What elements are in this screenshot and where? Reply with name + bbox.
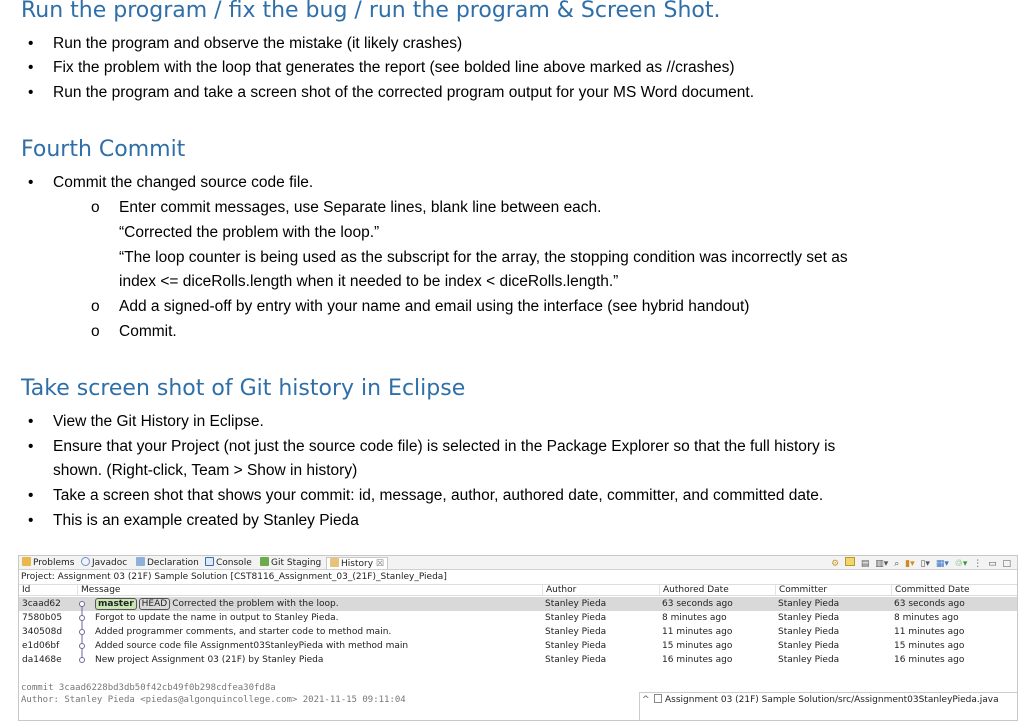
tab-javadoc[interactable]: Javadoc — [81, 557, 127, 569]
column-header-committer[interactable]: Committer — [775, 585, 827, 596]
tab-declaration[interactable]: Declaration — [136, 557, 199, 569]
link-icon[interactable]: ⚙ — [831, 559, 840, 569]
minimize-icon[interactable]: ▭ — [988, 559, 997, 569]
commit-graph-node-icon — [77, 611, 87, 625]
changed-file-item[interactable]: Assignment 03 (21F) Sample Solution/src/Assignment03StanleyPieda.java — [654, 693, 999, 707]
table-row[interactable]: da1468e New project Assignment 03 (21F) by Stanley Pieda Stanley Pieda 16 minutes ago Stanley Pieda 16 minutes ago — [22, 655, 965, 665]
history-icon — [330, 558, 339, 567]
close-icon[interactable]: ☒ — [375, 559, 384, 569]
commit-id-line: commit 3caad6228bd3db50f42cb49f0b298cdfea30fd8a — [21, 683, 276, 693]
commit-graph-node-icon — [77, 625, 87, 639]
view-tab-bar — [19, 556, 1017, 570]
menu-icon[interactable]: ⋮ — [973, 559, 983, 569]
table-row[interactable]: 3caad62 master HEAD Corrected the problem with the loop. Stanley Pieda 63 seconds ago Stanley Pieda 63 seconds ago — [19, 597, 1017, 611]
maximize-icon[interactable]: □ — [1002, 559, 1011, 569]
section-heading-run-program: Run the program / fix the bug / run the program & Screen Shot. — [21, 0, 721, 23]
project-line: Project: Assignment 03 (21F) Sample Solution [CST8116_Assignment_03_(21F)_Stanley_Pieda] — [21, 572, 447, 582]
quote-line: index <= diceRolls.length when it needed to be index < diceRolls.length.” — [119, 273, 619, 290]
quote-line: “Corrected the problem with the loop.” — [119, 224, 380, 241]
table-header — [19, 584, 1017, 596]
java-file-icon — [654, 694, 662, 703]
commit-graph-node-icon — [77, 597, 87, 611]
changed-files-pane — [639, 692, 1017, 720]
list-item-continuation: shown. (Right-click, Team > Show in history) — [53, 462, 358, 479]
tab-history[interactable]: History ☒ — [326, 557, 388, 569]
show-icon[interactable]: ▯▾ — [920, 559, 930, 569]
commit-graph-node-icon — [77, 653, 87, 667]
column-header-author[interactable]: Author — [542, 585, 576, 596]
column-header-authored-date[interactable]: Authored Date — [659, 585, 729, 596]
problems-icon — [22, 557, 31, 566]
branch-badge: master — [95, 598, 137, 610]
view-toolbar — [828, 557, 1011, 569]
console-icon — [205, 557, 214, 566]
scroll-up-icon[interactable]: ^ — [642, 695, 650, 705]
chart-icon[interactable]: ▥▾ — [875, 559, 889, 569]
tab-console[interactable]: Console — [205, 557, 252, 569]
column-header-id[interactable]: Id — [22, 585, 31, 595]
table-row[interactable]: e1d06bf Added source code file Assignment03StanleyPieda with method main Stanley Pieda 15 minutes ago Stanley Pieda 15 minutes ago — [22, 641, 965, 651]
column-header-message[interactable]: Message — [77, 585, 120, 596]
compare-icon[interactable]: ▤ — [860, 559, 870, 569]
commit-detail-text[interactable] — [21, 682, 406, 706]
search-icon[interactable]: ⌕ — [894, 559, 900, 569]
declaration-icon — [136, 557, 145, 566]
javadoc-icon — [81, 557, 90, 566]
branch-filter-icon[interactable]: ▮▾ — [905, 559, 915, 569]
table-row[interactable]: 340508d Added programmer comments, and starter code to method main. Stanley Pieda 11 minutes ago Stanley Pieda 11 minutes ago — [22, 627, 965, 637]
layout-icon[interactable]: ▦▾ — [935, 559, 949, 569]
eclipse-history-view — [18, 555, 1018, 721]
commit-author-line: Author: Stanley Pieda <piedas@algonquincollege.com> 2021-11-15 09:11:04 — [21, 695, 406, 705]
head-badge: HEAD — [139, 598, 171, 610]
column-header-committed-date[interactable]: Committed Date — [891, 585, 970, 596]
refresh-icon[interactable]: ♲▾ — [954, 559, 968, 569]
commit-graph-node-icon — [77, 639, 87, 653]
quote-line: “The loop counter is being used as the subscript for the array, the stopping condition was incorrectly set as — [119, 249, 848, 266]
section-heading-fourth-commit: Fourth Commit — [21, 137, 186, 162]
tab-problems[interactable]: Problems — [22, 557, 74, 569]
section-heading-git-history: Take screen shot of Git history in Eclipse — [21, 376, 466, 401]
filter-icon[interactable] — [845, 557, 855, 566]
git-staging-icon — [260, 557, 269, 566]
table-row[interactable]: 7580b05 Forgot to update the name in output to Stanley Pieda. Stanley Pieda 8 minutes ago Stanley Pieda 8 minutes ago — [22, 613, 959, 623]
tab-git-staging[interactable]: Git Staging — [260, 557, 321, 569]
